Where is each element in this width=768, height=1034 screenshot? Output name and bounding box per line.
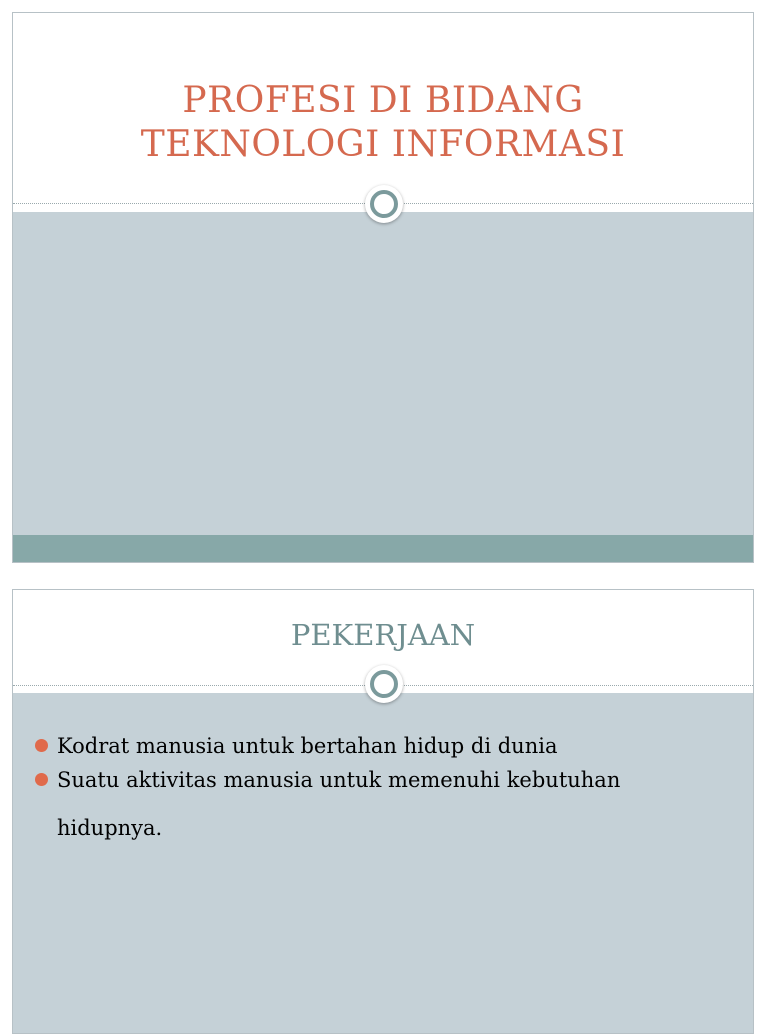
ring-ornament-icon: [365, 185, 403, 223]
ring-ornament-icon: [365, 665, 403, 703]
bullet-text: Kodrat manusia untuk bertahan hidup di dunia: [57, 734, 558, 758]
slide-title: [12, 12, 754, 563]
slide-header: [13, 13, 753, 212]
bullet-text: Suatu aktivitas manusia untuk memenuhi kebutuhan hidupnya.: [57, 768, 621, 840]
slide-title: PEKERJAAN: [290, 618, 476, 652]
footer-band: [13, 535, 753, 562]
bullet-list: [35, 722, 695, 852]
title-line-1: PROFESI DI BIDANG: [182, 80, 584, 121]
presentation-title: [13, 79, 753, 167]
title-line-2: TEKNOLOGI INFORMASI: [140, 124, 626, 165]
bullet-dot-icon: [35, 739, 48, 752]
bullet-item: [35, 756, 695, 852]
slide-pekerjaan: [12, 589, 754, 1034]
bullet-dot-icon: [35, 773, 48, 786]
